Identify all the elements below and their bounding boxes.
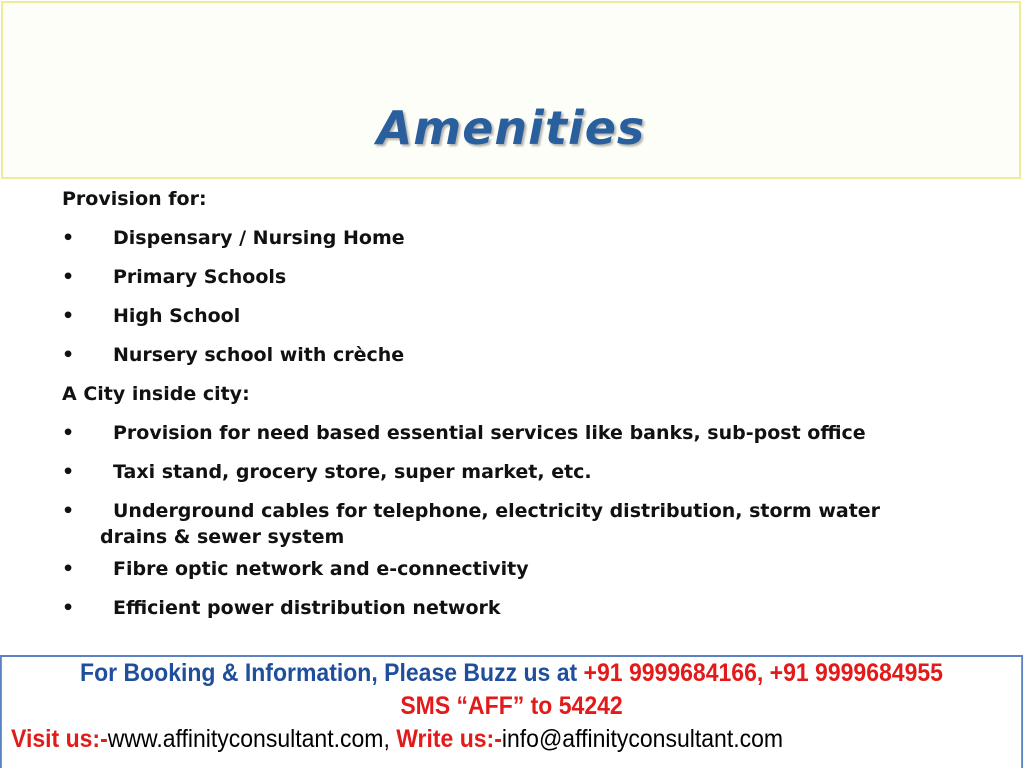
sms-text: SMS “AFF” to 54242 xyxy=(400,692,623,720)
list-item-continuation: drains & sewer system xyxy=(100,526,345,548)
title-box xyxy=(1,1,1021,179)
list-item-text: Fibre optic network and e-connectivity xyxy=(113,558,529,580)
list-item xyxy=(62,595,972,621)
list-item xyxy=(62,459,972,485)
list-item xyxy=(62,225,972,251)
sms-line xyxy=(2,690,1021,723)
list-item xyxy=(62,342,972,368)
list-item xyxy=(62,420,972,446)
visit-label: Visit us:- xyxy=(11,725,108,753)
list-item-text: Underground cables for telephone, electricity distribution, storm water xyxy=(113,500,881,522)
list-item-text: Provision for need based essential services like banks, sub-post office xyxy=(113,422,866,444)
email-link[interactable]: info@affinityconsultant.com xyxy=(501,725,784,753)
bullet-icon: • xyxy=(62,461,75,483)
list-item xyxy=(62,498,972,550)
contact-footer xyxy=(0,655,1023,768)
bullet-icon: • xyxy=(62,558,75,580)
list-item xyxy=(62,556,972,582)
list-item-text: Efficient power distribution network xyxy=(113,597,501,619)
booking-line xyxy=(2,657,1021,690)
bullet-icon: • xyxy=(62,597,75,619)
list-item-text: Primary Schools xyxy=(113,266,287,288)
list-item-text: Taxi stand, grocery store, super market, etc. xyxy=(113,461,592,483)
section-heading-city: A City inside city: xyxy=(62,383,250,405)
list-item-text: High School xyxy=(113,305,241,327)
list-item xyxy=(62,264,972,290)
list-item xyxy=(62,303,972,329)
list-item-text: Dispensary / Nursing Home xyxy=(113,227,405,249)
section-heading-provision: Provision for: xyxy=(62,188,207,210)
bullet-icon: • xyxy=(62,422,75,444)
website-link[interactable]: www.affinityconsultant.com, xyxy=(107,725,397,753)
phone-numbers: +91 9999684166, +91 9999684955 xyxy=(583,659,943,687)
bullet-icon: • xyxy=(62,500,75,522)
contact-line xyxy=(2,723,1021,756)
booking-label: For Booking & Information, Please Buzz us at xyxy=(80,659,584,687)
list-item-text: Nursery school with crèche xyxy=(113,344,405,366)
write-label: Write us:- xyxy=(396,725,502,753)
bullet-icon: • xyxy=(62,305,75,327)
content-body xyxy=(62,186,972,634)
bullet-icon: • xyxy=(62,227,75,249)
page-title: Amenities xyxy=(376,101,646,155)
bullet-icon: • xyxy=(62,266,75,288)
bullet-icon: • xyxy=(62,344,75,366)
